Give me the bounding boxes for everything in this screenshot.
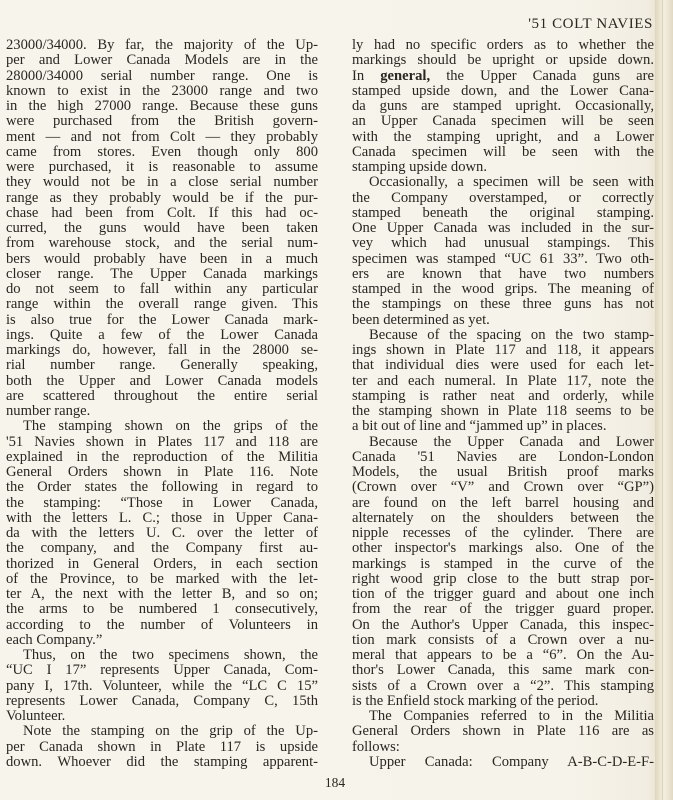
text-line: are found on the left barrel housing and [352,494,654,511]
text-line: alternately on the shoulders between the [352,509,654,526]
text-line: markings do, however, fall in the 28000 se- [6,342,318,358]
text-line: bers would probably have been in a much [6,250,318,267]
text-line: vey which had unusual stampings. This [352,235,654,252]
page-number: 184 [324,775,346,790]
running-head: '51 COLT NAVIES [528,16,653,32]
text-line: according to the number of Volunteers in [6,616,318,633]
text-line: markings should be upright or upside down. [352,52,654,69]
text-line: is also true for the Lower Canada mark- [6,311,318,328]
text-line: known to exist in the 23000 range and two [6,82,318,99]
text-line: Canada specimen will be seen with the [352,143,654,160]
text-line: In general, the Upper Canada guns are [352,67,654,84]
text-line: General Orders shown in Plate 116 are as [352,723,654,740]
text-line: ter and each numeral. In Plate 117, note the [352,372,654,389]
text-line: Volunteer. [6,708,66,724]
text-line: pany I, 17th. Volunteer, while the “LC C 15” [6,677,318,694]
text-line: Upper Canada: Company A-B-C-D-E-F- [369,753,654,770]
text-line: Because of the spacing on the two stamp- [369,326,654,343]
text-line: ings. Quite a few of the Lower Canada [6,326,318,343]
text-line: meral that appears to be a “6”. On the Au- [352,647,654,663]
text-line: 28000/34000 serial number range. One is [6,67,318,84]
text-line: specimen was stamped “UC 61 33”. Two oth- [352,250,654,267]
text-line: ment — and not from Colt — they probably [6,128,318,145]
text-line: the Company overstamped, or correctly [352,189,654,206]
book-binding-edge [655,0,673,800]
text-line: came from stores. Even though only 800 [6,143,318,160]
text-line: from warehouse stock, and the serial num- [6,235,318,252]
text-line: thor's Lower Canada, this same mark con- [352,662,654,679]
text-line: per Canada shown in Plate 117 is upside [6,738,318,755]
text-line: The stamping shown on the grips of the [23,418,318,435]
text-line: that individual dies were used for each let- [352,357,654,374]
text-line: ings shown in Plate 117 and 118, it appears [352,342,654,358]
text-line: Models, the usual British proof marks [352,464,654,480]
text-line: ly had no specific orders as to whether the [352,38,654,53]
text-line: other inspector's markings also. One of the [352,540,654,557]
text-line: thorized in General Orders, in each section [6,555,318,572]
text-line: 23000/34000. By far, the majority of the Up- [6,37,318,53]
text-line: a bit out of line and “jammed up” in places. [352,418,607,435]
text-line: been determined as yet. [352,311,490,328]
text-line: the Order states the following in regard to [6,479,318,496]
text-line: Note the stamping on the grip of the Up- [23,723,318,740]
text-line: of the Province, to be marked with the let- [6,570,318,587]
text-line: an Upper Canada specimen will be seen [352,113,654,130]
text-line: rial number range. Generally speaking, [6,357,318,374]
text-line: represents Lower Canada, Company C, 15th [6,692,318,709]
text-line: “UC I 17” represents Upper Canada, Com- [6,662,318,679]
text-line: the company, and the Company first au- [6,540,318,557]
text-line: da with the letters U. C. over the letter of [6,525,318,541]
text-line: ers are known that have two numbers [352,265,654,282]
text-line: number range. [6,403,91,419]
text-line: both the Upper and Lower Canada models [6,372,318,389]
text-line: follows: [352,738,400,755]
text-line: the stamping: “Those in Lower Canada, [6,494,318,511]
text-line: closer range. The Upper Canada markings [6,265,318,282]
text-line: Because the Upper Canada and Lower [369,433,654,450]
text-line: General Orders shown in Plate 116. Note [6,464,318,480]
text-line: with the letters L. C.; those in Upper Cana- [6,509,318,526]
text-line: da guns are stamped upright. Occasionally, [352,98,654,114]
text-line: Canada '51 Navies are London-London [352,448,654,465]
text-line: are scattered throughout the entire serial [6,387,318,404]
text-line: down. Whoever did the stamping apparent- [6,753,318,770]
text-line: tion of the trigger guard and about one inch [352,586,654,602]
text-line: Occasionally, a specimen will be seen with [369,174,654,191]
text-line: Thus, on the two specimens shown, the [23,647,318,663]
text-line: nipple recesses of the cylinder. There are [352,525,654,541]
text-line: were purchased, it is reasonable to assume [6,159,318,175]
text-line: the stampings on these three guns has not [352,296,654,313]
text-line: explained in the reproduction of the Militia [6,448,318,465]
text-line: the arms to be numbered 1 consecutively, [6,601,318,618]
left-column [6,38,318,770]
text-line: The Companies referred to in the Militia [369,708,654,724]
text-line: is the Enfield stock marking of the period. [352,692,599,709]
text-line: stamped upside down, and the Lower Cana- [352,82,654,99]
text-line: On the Author's Upper Canada, this inspec- [352,616,654,633]
text-line: '51 Navies shown in Plates 117 and 118 are [6,433,318,450]
text-line: markings is stamped in the curve of the [352,555,654,572]
text-line: from the rear of the trigger guard proper. [352,601,654,618]
text-line: were purchased from the British govern- [6,113,318,130]
text-line: ter A, the next with the letter B, and so on; [6,586,318,602]
text-line: each Company.” [6,631,103,648]
text-line: per and Lower Canada Models are in the [6,52,318,69]
text-line: One Upper Canada was included in the sur- [352,220,654,236]
text-line: stamped beneath the original stamping. [352,204,654,221]
text-line: range within the overall range given. This [6,296,318,313]
right-column [352,38,654,770]
text-line: stamped in the wood grips. The meaning of [352,281,654,297]
text-line: range as they probably would be if the pur- [6,189,318,206]
text-line: they would not be in a close serial number [6,174,318,191]
text-line: chase had been from Colt. If this had oc- [6,204,318,221]
text-line: do not seem to fall within any particular [6,281,318,297]
text-line: right wood grip close to the butt strap por- [352,570,654,587]
text-line: stamping upside down. [352,159,487,175]
text-line: sists of a Crown over a “2”. This stamping [352,677,654,694]
text-line: with the stamping upright, and a Lower [352,128,654,145]
emphasis-text: general, [380,67,431,84]
text-line: curred, the guns would have been taken [6,220,318,236]
text-line: tion mark consists of a Crown over a nu- [352,631,654,648]
text-line: stamping is rather neat and orderly, while [352,387,654,404]
text-line: (Crown over “V” and Crown over “GP”) [352,479,654,496]
text-line: in the high 27000 range. Because these guns [6,98,318,114]
text-line: the stamping shown in Plate 118 seems to be [352,403,654,419]
